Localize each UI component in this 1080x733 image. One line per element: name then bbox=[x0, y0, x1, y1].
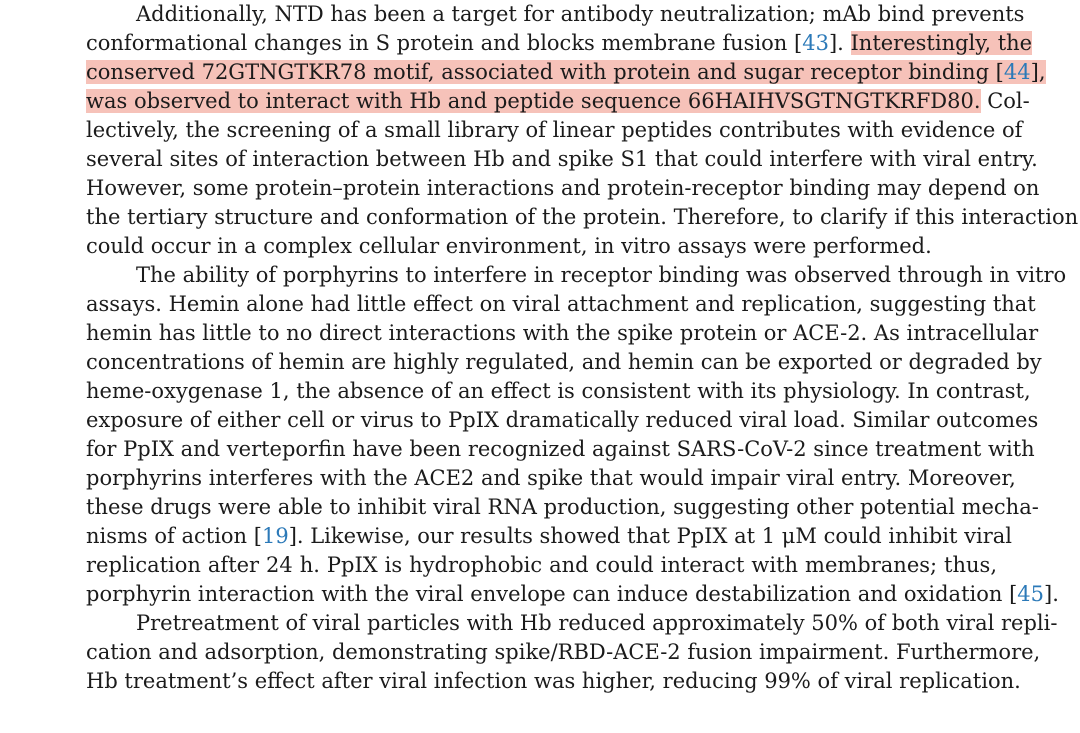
text-span: could occur in a complex cellular environment, in vitro assays were performed. bbox=[86, 234, 932, 258]
text-line bbox=[86, 580, 1059, 609]
text-span: replication after 24 h. PpIX is hydrophobic and could interact with membranes; thus, bbox=[86, 553, 997, 577]
text-span: heme-oxygenase 1, the absence of an effect is consistent with its physiology. In contrast, bbox=[86, 379, 1031, 403]
highlighted-text: was observed to interact with Hb and peptide sequence 66HAIHVSGTNGTKRFD80. bbox=[86, 89, 981, 113]
text-span: However, some protein–protein interactions and protein-receptor binding may depend on bbox=[86, 176, 1040, 200]
text-span: ]. bbox=[1044, 582, 1059, 606]
text-line bbox=[86, 290, 1036, 319]
text-span: hemin has little to no direct interactions with the spike protein or ACE-2. As intracellular bbox=[86, 321, 1039, 345]
text-line bbox=[86, 638, 1041, 667]
text-line bbox=[86, 319, 1039, 348]
text-span: the tertiary structure and conformation of the protein. Therefore, to clarify if this interaction bbox=[86, 205, 1079, 229]
text-line bbox=[86, 203, 1079, 232]
text-line bbox=[86, 551, 997, 580]
text-line bbox=[136, 261, 1067, 290]
text-line bbox=[86, 464, 1016, 493]
text-span: conformational changes in S protein and blocks membrane fusion [ bbox=[86, 31, 803, 55]
highlighted-text: Interestingly, the bbox=[850, 31, 1033, 55]
text-span: exposure of either cell or virus to PpIX dramatically reduced viral load. Similar outcomes bbox=[86, 408, 1039, 432]
text-line bbox=[86, 58, 1046, 87]
text-span: porphyrin interaction with the viral envelope can induce destabilization and oxidation [ bbox=[86, 582, 1018, 606]
text-span: Pretreatment of viral particles with Hb reduced approximately 50% of both viral repli- bbox=[136, 611, 1058, 635]
text-span: porphyrins interferes with the ACE2 and spike that would impair viral entry. Moreover, bbox=[86, 466, 1016, 490]
citation-link[interactable]: 19 bbox=[261, 524, 289, 548]
text-span: Additionally, NTD has been a target for antibody neutralization; mAb bind prevents bbox=[136, 2, 1025, 26]
text-span: ]. Likewise, our results showed that PpIX at 1 μM could inhibit viral bbox=[288, 524, 1012, 548]
citation-link[interactable]: 45 bbox=[1017, 582, 1045, 606]
text-span: concentrations of hemin are highly regulated, and hemin can be exported or degraded by bbox=[86, 350, 1042, 374]
text-line bbox=[86, 667, 1021, 696]
text-line bbox=[86, 406, 1039, 435]
citation-link[interactable]: 44 bbox=[1003, 60, 1031, 84]
text-span: lectively, the screening of a small library of linear peptides contributes with evidence of bbox=[86, 118, 1023, 142]
text-line bbox=[86, 435, 1035, 464]
text-span: ]. bbox=[828, 31, 851, 55]
text-line bbox=[136, 0, 1025, 29]
text-span: several sites of interaction between Hb and spike S1 that could interfere with viral entry. bbox=[86, 147, 1038, 171]
text-span: these drugs were able to inhibit viral RNA production, suggesting other potential mecha- bbox=[86, 495, 1039, 519]
text-line bbox=[86, 348, 1042, 377]
text-span: The ability of porphyrins to interfere in receptor binding was observed through in vitro bbox=[136, 263, 1067, 287]
text-span: for PpIX and verteporfin have been recognized against SARS-CoV-2 since treatment with bbox=[86, 437, 1035, 461]
text-span: cation and adsorption, demonstrating spike/RBD-ACE-2 fusion impairment. Furthermore, bbox=[86, 640, 1041, 664]
citation-link[interactable]: 43 bbox=[802, 31, 829, 55]
text-line bbox=[86, 522, 1012, 551]
text-line bbox=[86, 116, 1023, 145]
text-line bbox=[86, 232, 997, 261]
text-span: assays. Hemin alone had little effect on viral attachment and replication, suggesting that bbox=[86, 292, 1036, 316]
text-line bbox=[86, 145, 1038, 174]
text-line bbox=[86, 377, 1031, 406]
text-line bbox=[86, 174, 1040, 203]
highlighted-text: ], bbox=[1030, 60, 1046, 84]
text-span: Col- bbox=[980, 89, 1030, 113]
text-span: Hb treatment’s effect after viral infection was higher, reducing 99% of viral replication. bbox=[86, 669, 1021, 693]
text-span: nisms of action [ bbox=[86, 524, 262, 548]
highlighted-text: conserved 72GTNGTKR78 motif, associated with protein and sugar receptor binding [ bbox=[86, 60, 1004, 84]
text-line bbox=[86, 29, 1033, 58]
text-line bbox=[136, 609, 1058, 638]
text-line bbox=[86, 493, 1039, 522]
text-line bbox=[86, 87, 1030, 116]
